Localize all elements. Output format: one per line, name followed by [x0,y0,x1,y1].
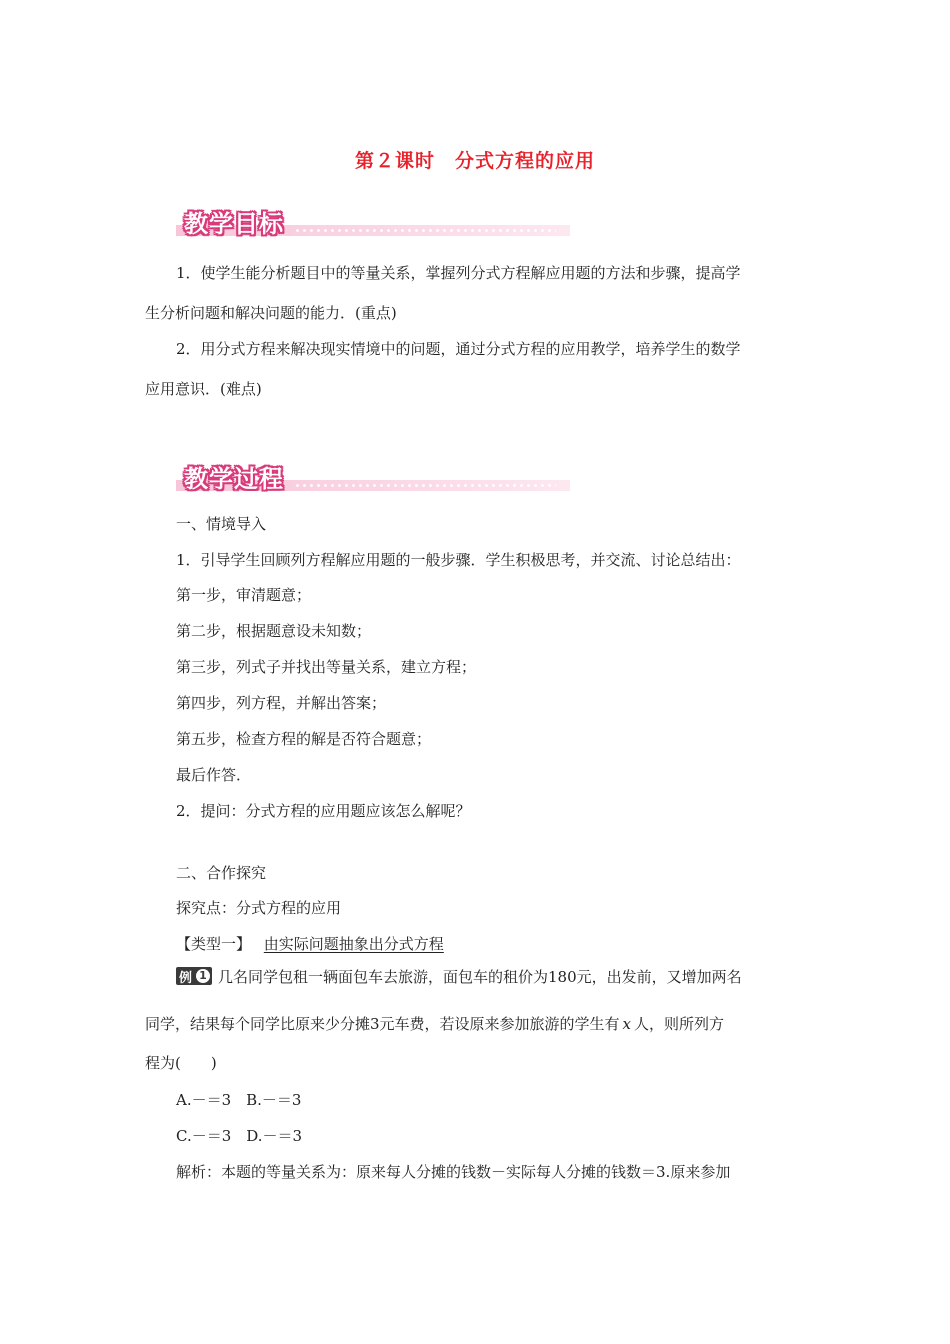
part-1-item-2: 2．提问：分式方程的应用题应该怎么解呢？ [176,802,471,820]
section-label-goals: 教学目标 [184,210,284,238]
part-1-item-1: 1．引导学生回顾列方程解应用题的一般步骤．学生积极思考，并交流、讨论总结出： [176,551,741,569]
part-1-heading: 一、情境导入 [176,515,267,533]
options-a-b: A.－＝3 B.－＝3 [176,1091,302,1109]
page-title: 第２课时 分式方程的应用 [354,150,595,172]
banner-dots [294,228,556,233]
final-step: 最后作答． [176,766,252,784]
example-badge-number: 1 [196,969,210,983]
analysis-line: 解析：本题的等量关系为：原来每人分摊的钱数－实际每人分摊的钱数＝3.原来参加 [176,1163,731,1181]
goal-1-line-2: 生分析问题和解决问题的能力．(重点) [145,304,397,322]
type-1-title: 由实际问题抽象出分式方程 [263,935,444,953]
explore-point: 探究点：分式方程的应用 [176,899,342,917]
goal-2-line-1: 2．用分式方程来解决现实情境中的问题，通过分式方程的应用教学，培养学生的数学 [176,340,741,358]
section-label-process: 教学过程 [184,465,284,493]
example-badge-label: 例 [179,971,193,986]
options-c-d: C.－＝3 D.－＝3 [176,1127,303,1145]
step-4: 第四步，列方程，并解出答案； [176,694,387,712]
section-banner-process [176,459,570,491]
banner-dots [294,483,556,488]
example-1-line-2 [145,1013,724,1034]
goal-1-line-1: 1．使学生能分析题目中的等量关系，掌握列分式方程解应用题的方法和步骤，提高学 [176,264,741,282]
section-banner-goals [176,204,570,236]
step-5: 第五步，检查方程的解是否符合题意； [176,730,432,748]
example-1-text-2a: 同学，结果每个同学比原来少分摊3元车费，若设原来参加旅游的学生有 [145,1015,620,1033]
step-1: 第一步，审清题意； [176,586,312,604]
example-1-variable: x [622,1015,632,1033]
step-3: 第三步，列式子并找出等量关系，建立方程； [176,658,477,676]
part-2-heading: 二、合作探究 [176,864,267,882]
example-1-text-2b: 人，则所列方 [634,1015,725,1033]
example-1-line-3: 程为( ) [145,1054,217,1072]
goal-2-line-2: 应用意识．(难点) [145,380,262,398]
example-badge-icon [176,967,212,985]
type-1-line [176,933,444,954]
step-2: 第二步，根据题意设未知数； [176,622,372,640]
example-1-text-1: 几名同学包租一辆面包车去旅游，面包车的租价为180元，出发前，又增加两名 [218,968,742,986]
type-1-tag: 【类型一】 [176,935,252,953]
example-1-line-1 [176,966,742,987]
